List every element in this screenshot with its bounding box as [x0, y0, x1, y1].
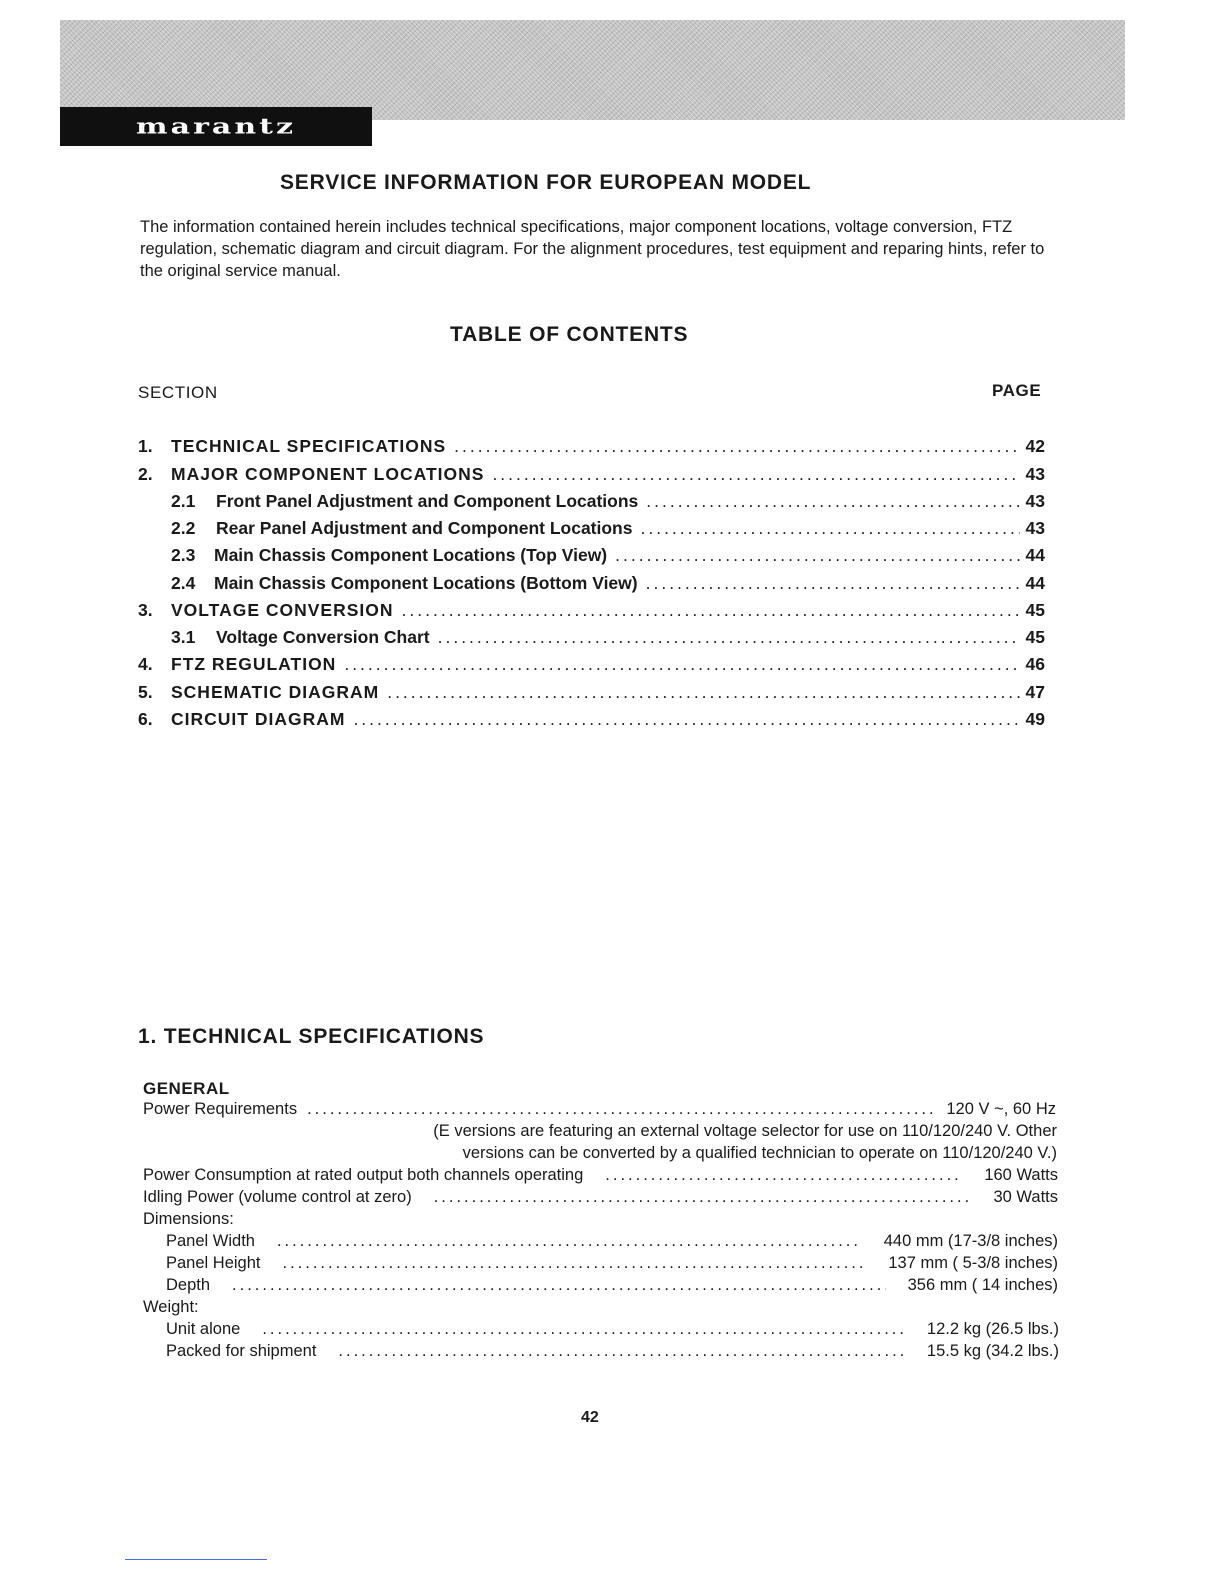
toc-entry-page: 43: [1025, 518, 1045, 538]
leader-dots: [353, 709, 1019, 730]
footer-rule: [125, 1559, 267, 1560]
toc-entry-label: CIRCUIT DIAGRAM: [171, 709, 346, 729]
leader-dots: [344, 654, 1019, 675]
toc-entry-page: 43: [1025, 491, 1045, 511]
intro-paragraph: [140, 216, 1050, 282]
toc-entry[interactable]: [138, 436, 1045, 460]
spec-dimensions-heading: Dimensions:: [143, 1210, 234, 1228]
spec-packed-weight: [166, 1342, 1059, 1364]
spec-label: Packed for shipment: [166, 1342, 317, 1360]
leader-dots: [646, 491, 1019, 512]
leader-dots: [615, 545, 1019, 566]
toc-entry[interactable]: [171, 491, 1045, 515]
leader-dots: [307, 1100, 936, 1119]
toc-entry[interactable]: [138, 682, 1045, 706]
toc-entry-number: 5.: [138, 682, 153, 702]
toc-entry-number: 6.: [138, 709, 153, 729]
specs-general-heading: GENERAL: [143, 1079, 230, 1098]
toc-entry[interactable]: [138, 654, 1045, 678]
toc-entry-number: 2.2: [171, 518, 196, 538]
toc-entry[interactable]: [138, 464, 1045, 488]
leader-dots: [640, 518, 1019, 539]
spec-label: Unit alone: [166, 1320, 241, 1338]
specs-title: 1. TECHNICAL SPECIFICATIONS: [138, 1025, 485, 1048]
spec-value: 120 V ~, 60 Hz: [946, 1100, 1056, 1118]
toc-entry-label: MAJOR COMPONENT LOCATIONS: [171, 464, 485, 484]
toc-entry-page: 42: [1025, 436, 1045, 456]
toc-entry-label: Rear Panel Adjustment and Component Locations: [216, 518, 633, 538]
spec-panel-height: [166, 1254, 1058, 1276]
spec-label: Panel Width: [166, 1232, 255, 1250]
toc-section-header: SECTION: [138, 383, 218, 402]
leader-dots: [434, 1188, 972, 1207]
leader-dots: [262, 1320, 905, 1339]
spec-value: 30 Watts: [993, 1188, 1058, 1206]
toc-entry-page: 47: [1025, 682, 1045, 702]
toc-entry[interactable]: [138, 709, 1045, 733]
toc-entry[interactable]: [171, 545, 1045, 569]
toc-entry-label: SCHEMATIC DIAGRAM: [171, 682, 380, 702]
header-banner: [60, 20, 1125, 120]
spec-label: Power Consumption at rated output both channels operating: [143, 1166, 584, 1184]
toc-entry-page: 49: [1025, 709, 1045, 729]
toc-entry-page: 45: [1025, 627, 1045, 647]
marantz-logo: [60, 107, 372, 146]
toc-entry-label: Front Panel Adjustment and Component Locations: [216, 491, 639, 511]
spec-note-line-1: (E versions are featuring an external voltage selector for use on 110/120/240 V. Other: [433, 1122, 1057, 1140]
spec-power-consumption: [143, 1166, 1058, 1188]
toc-entry-page: 44: [1025, 573, 1045, 593]
spec-value: 440 mm (17-3/8 inches): [883, 1232, 1058, 1250]
toc-entry-number: 3.: [138, 600, 153, 620]
toc-entry-label: Voltage Conversion Chart: [216, 627, 430, 647]
toc-entry-number: 4.: [138, 654, 153, 674]
leader-dots: [277, 1232, 862, 1251]
leader-dots: [646, 573, 1020, 594]
leader-dots: [605, 1166, 962, 1185]
leader-dots: [282, 1254, 866, 1273]
toc-entry-number: 3.1: [171, 627, 196, 647]
leader-dots: [438, 627, 1020, 648]
leader-dots: [338, 1342, 905, 1361]
spec-note-line-2: versions can be converted by a qualified technician to operate on 110/120/240 V.): [462, 1144, 1057, 1162]
spec-depth: [166, 1276, 1058, 1298]
spec-weight-heading: Weight:: [143, 1298, 199, 1316]
toc-entry[interactable]: [171, 573, 1045, 597]
toc-entry-number: 2.1: [171, 491, 196, 511]
spec-label: Idling Power (volume control at zero): [143, 1188, 412, 1206]
leader-dots: [454, 436, 1019, 457]
leader-dots: [402, 600, 1020, 621]
leader-dots: [232, 1276, 886, 1295]
toc-entry-page: 45: [1025, 600, 1045, 620]
toc-entry[interactable]: [138, 600, 1045, 624]
toc-entry-label: Main Chassis Component Locations (Bottom View): [214, 573, 638, 593]
spec-power-requirements: [143, 1100, 1056, 1122]
toc-entry[interactable]: [171, 518, 1045, 542]
spec-value: 15.5 kg (34.2 lbs.): [926, 1342, 1059, 1360]
toc-title: TABLE OF CONTENTS: [450, 323, 689, 346]
toc-entry-number: 1.: [138, 436, 153, 456]
toc-entry-number: 2.3: [171, 545, 196, 565]
logo-text: marantz: [135, 113, 297, 139]
spec-value: 12.2 kg (26.5 lbs.): [926, 1320, 1059, 1338]
toc-entry-number: 2.4: [171, 573, 196, 593]
page-title: SERVICE INFORMATION FOR EUROPEAN MODEL: [280, 171, 812, 194]
spec-value: 160 Watts: [984, 1166, 1058, 1184]
toc-entry[interactable]: [171, 627, 1045, 651]
toc-page-header: PAGE: [992, 381, 1042, 400]
spec-unit-weight: [166, 1320, 1059, 1342]
toc-entry-page: 43: [1025, 464, 1045, 484]
spec-value: 356 mm ( 14 inches): [907, 1276, 1058, 1294]
spec-value: 137 mm ( 5-3/8 inches): [888, 1254, 1058, 1272]
spec-label: Panel Height: [166, 1254, 261, 1272]
toc-entry-page: 44: [1025, 545, 1045, 565]
page-number: 42: [581, 1409, 599, 1426]
toc-entry-label: VOLTAGE CONVERSION: [171, 600, 394, 620]
toc-entry-page: 46: [1025, 654, 1045, 674]
spec-panel-width: [166, 1232, 1058, 1254]
toc-entry-label: Main Chassis Component Locations (Top View): [214, 545, 608, 565]
toc-entry-number: 2.: [138, 464, 153, 484]
intro-text: The information contained herein includes technical specifications, major component locations, voltage conversion, FTZ regulation, schematic diagram and circuit diagram. For the alignment procedures, test equipment and reparing hints, refer to the original service manual.: [140, 218, 1045, 280]
toc-entry-label: FTZ REGULATION: [171, 654, 337, 674]
spec-idling-power: [143, 1188, 1058, 1210]
leader-dots: [387, 682, 1019, 703]
toc-entry-label: TECHNICAL SPECIFICATIONS: [171, 436, 447, 456]
spec-label: Power Requirements: [143, 1100, 298, 1118]
leader-dots: [492, 464, 1019, 485]
spec-label: Depth: [166, 1276, 211, 1294]
